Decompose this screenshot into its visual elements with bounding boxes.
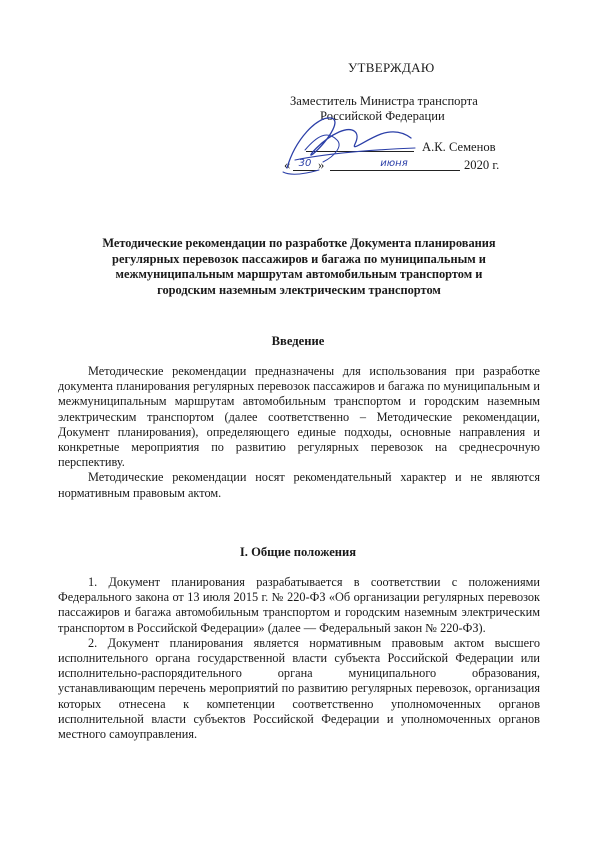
section-heading-general-provisions: I. Общие положения [239, 545, 357, 559]
general-provisions-body [58, 575, 540, 742]
date-day: 30 [298, 158, 312, 169]
paragraph: Методические рекомендации носят рекомендательный характер и не являются нормативным правовым актом. [58, 470, 540, 500]
document-title-line: Методические рекомендации по разработке Документа планирования [102, 236, 496, 250]
date-month: июня [380, 158, 408, 169]
introduction-body [58, 364, 540, 501]
section-heading-introduction: Введение [271, 334, 325, 348]
approver-position-line2: Российской Федерации [320, 109, 445, 123]
paragraph: 1. Документ планирования разрабатывается в соответствии с положениями Федерального закона от 13 июля 2015 г. № 220-ФЗ «Об организации регулярных перевозок пассажиров и багажа автомобильным транспортом и городским наземным электрическим транспортом в Российской Федерации» (далее — Федеральный закон № 220-ФЗ). [58, 575, 540, 635]
document-title-line: городским наземным электрическим транспортом [157, 282, 441, 297]
date-open-quote: « [284, 158, 291, 172]
date-year: 2020 г. [464, 158, 500, 172]
paragraph: Методические рекомендации предназначены для использования при разработке документа планирования регулярных перевозок пассажиров и багажа по муниципальным и межмуниципальным маршрутам автомобильным транспортом и городским наземным электрическим транспортом (далее соответственно – Методические рекомендации, Документ планирования), определяющего единые подходы, основные направления и конкретные мероприятия по развитию регулярных перевозок на среднесрочную перспективу. [58, 364, 540, 470]
document-title-line: межмуниципальным маршрутам автомобильным транспортом и [115, 267, 483, 281]
date-close-quote: » [318, 158, 325, 172]
approval-title: УТВЕРЖДАЮ [348, 60, 435, 75]
document-title-line: регулярных перевозок пассажиров и багажа по муниципальным и [112, 251, 486, 266]
handwritten-signature [265, 110, 425, 180]
paragraph: 2. Документ планирования является нормативным правовым актом высшего исполнительного органа государственной власти субъекта Российской Федерации или исполнительно-распорядительного органа муниципального образования, устанавливающим перечень мероприятий по развитию регулярных перевозок, организация которых отнесена к компетенции соответственно уполномоченных органов исполнительной власти субъектов Российской Федерации и уполномоченных органов местного самоуправления. [58, 635, 540, 742]
document-title [64, 236, 534, 298]
approver-position-line1: Заместитель Министра транспорта [290, 94, 478, 108]
approver-name: А.К. Семенов [422, 140, 496, 154]
